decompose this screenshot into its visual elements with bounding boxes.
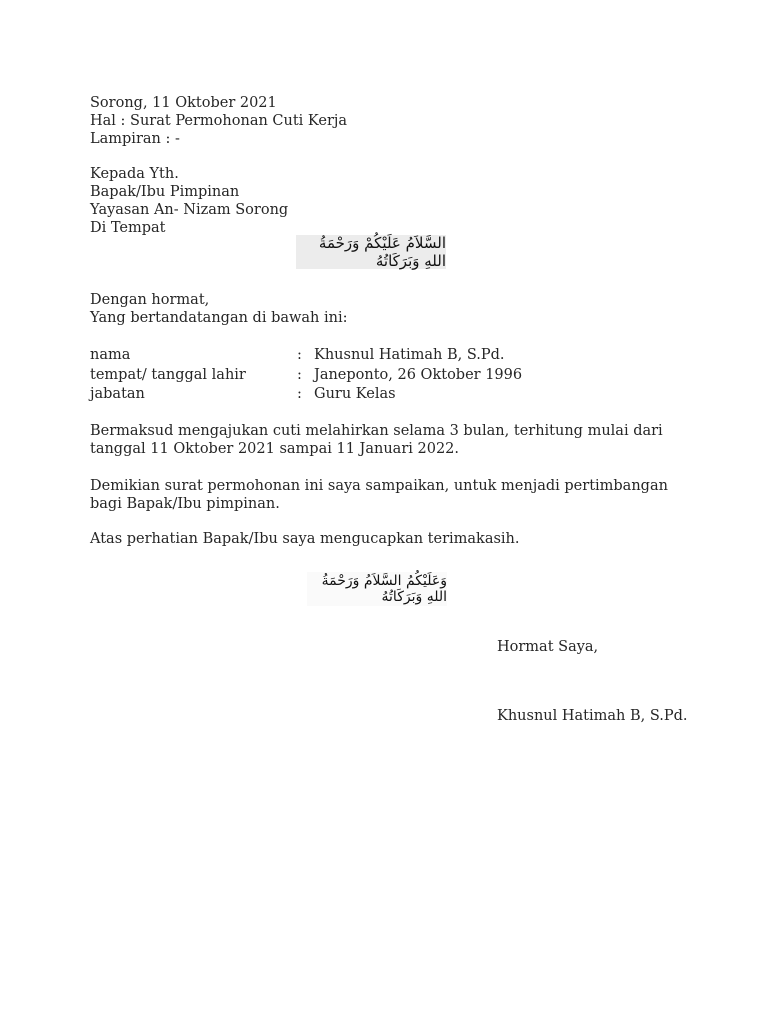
salutation: Dengan hormat,: [90, 292, 210, 308]
body-paragraph-closing: Demikian surat permohonan ini saya sampaikan, untuk menjadi pertimbangan bagi Bapak/Ibu pimpinan.: [90, 478, 668, 512]
subject-line: Hal : Surat Permohonan Cuti Kerja: [90, 113, 348, 129]
closing-salam-image: [307, 572, 447, 606]
field-value: Janeponto, 26 Oktober 1996: [314, 367, 523, 383]
field-colon: :: [297, 386, 302, 402]
place-date: Sorong, 11 Oktober 2021: [90, 95, 277, 111]
body-paragraph-leave-request: Bermaksud mengajukan cuti melahirkan selama 3 bulan, terhitung mulai dari tanggal 11 Oktober 2021 sampai 11 Januari 2022.: [90, 423, 663, 457]
opening-salam-image: [296, 235, 446, 269]
opening-salam-text: السَّلاَمُ عَلَيْكُمْ وَرَحْمَةُ اللهِ وَبَرَكَاتُهُ: [318, 234, 446, 270]
attachment-line: Lampiran : -: [90, 131, 180, 147]
signature-name: Khusnul Hatimah B, S.Pd.: [497, 708, 688, 724]
field-value: Guru Kelas: [314, 386, 396, 402]
field-label: tempat/ tanggal lahir: [90, 367, 246, 383]
field-label: jabatan: [90, 386, 145, 402]
body-paragraph-thanks: Atas perhatian Bapak/Ibu saya mengucapkan terimakasih.: [90, 531, 520, 547]
field-colon: :: [297, 347, 302, 363]
recipient-location: Di Tempat: [90, 220, 166, 236]
closing-salam-text: وَعَلَيْكُمُ السَّلاَمُ وَرَحْمَةُ اللهِ وَبَرَكَاتُهُ: [321, 573, 447, 605]
field-colon: :: [297, 367, 302, 383]
recipient-greeting: Kepada Yth.: [90, 166, 179, 182]
recipient-title: Bapak/Ibu Pimpinan: [90, 184, 240, 200]
recipient-organization: Yayasan An- Nizam Sorong: [90, 202, 289, 218]
intro-line: Yang bertandatangan di bawah ini:: [90, 310, 348, 326]
field-label: nama: [90, 347, 131, 363]
field-value: Khusnul Hatimah B, S.Pd.: [314, 347, 505, 363]
signature-closing: Hormat Saya,: [497, 639, 599, 655]
